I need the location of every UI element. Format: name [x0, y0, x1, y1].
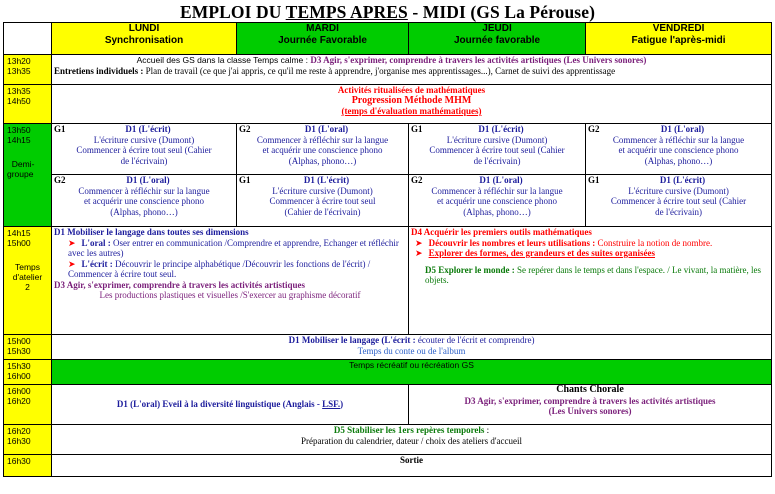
lesson-cell: G1 D1 (L'écrit) L'écriture cursive (Dumont) Commencer à écrire tout seul (Cahier de l'écrivain) — [586, 175, 772, 227]
row-eveil-chorale — [4, 385, 772, 425]
time-cell: 13h50 14h15 Demi- groupe — [4, 124, 52, 227]
row-math-rituals — [4, 85, 772, 124]
conte-cell: D1 Mobiliser le langage (L'écrit : écouter de l'écrit et comprendre) Temps du conte ou de l'album — [52, 335, 772, 360]
accueil-cell: Accueil des GS dans la classe Temps calme : D3 Agir, s'exprimer, comprendre à travers les activités artistiques (Les Univers sonores) Entretiens individuels : Plan de travail (ce que j'ai appris, ce qu'il me reste à apprendre, j'organise mes apprentissages...), Carnet de suivi des apprentissage — [52, 55, 772, 85]
day-header-row — [4, 23, 772, 55]
time-cell: 15h30 16h00 — [4, 360, 52, 385]
row-recreation — [4, 360, 772, 385]
time-cell: 16h30 — [4, 455, 52, 477]
time-cell: 14h15 15h00 Temps d'atelier 2 — [4, 227, 52, 335]
time-cell: 15h00 15h30 — [4, 335, 52, 360]
schedule-table — [3, 22, 772, 477]
page-title: EMPLOI DU TEMPS APRES - MIDI (GS La Pérouse) — [179, 2, 596, 22]
corner-cell — [4, 23, 52, 55]
day-header-jeudi: JEUDI Journée favorable — [409, 23, 586, 55]
lesson-cell: G1 D1 (L'écrit) L'écriture cursive (Dumont) Commencer à écrire tout seul (Cahier de l'écrivain) — [52, 124, 237, 175]
recreation-cell: Temps récréatif ou récréation GS — [52, 360, 772, 385]
time-cell: 16h20 16h30 — [4, 425, 52, 455]
day-header-vendredi: VENDREDI Fatigue l'après-midi — [586, 23, 772, 55]
lesson-cell: G2 D1 (L'oral) Commencer à réfléchir sur la langue et acquérir une conscience phono (Alphas, phono…) — [237, 124, 409, 175]
row-accueil — [4, 55, 772, 85]
atelier-language-cell: D1 Mobiliser le langage dans toutes ses dimensions ➤ L'oral : Oser entrer en communication /Comprendre et apprendre, Echanger et réfléchir avec les autres) ➤ L'écrit : Découvrir le principe alphabétique /Découvrir les fonctions de l'écrit) / Commencer à écrire tout seul. D3 Agir, s'exprimer, comprendre à travers les activités artistiques Les productions plastiques et visuelles /S'exercer au graphisme décoratif — [52, 227, 409, 335]
chorale-cell: Chants Chorale D3 Agir, s'exprimer, comprendre à travers les activités artistiques (Les Univers sonores) — [409, 385, 772, 425]
atelier-math-cell: D4 Acquérir les premiers outils mathématiques ➤ Découvrir les nombres et leurs utilisations : Construire la notion de nombre. ➤ Explorer des formes, des grandeurs et des suites organisées D5 Explorer le monde : Se repérer dans le temps et dans l'espace. / Le vivant, la matière, les objets. — [409, 227, 772, 335]
row-conte — [4, 335, 772, 360]
lesson-cell: G1 D1 (L'écrit) L'écriture cursive (Dumont) Commencer à écrire tout seul (Cahier de l'écrivain) — [237, 175, 409, 227]
reperes-cell: D5 Stabiliser les 1ers repères temporels : Préparation du calendrier, dateur / choix des ateliers d'accueil — [52, 425, 772, 455]
sortie-cell: Sortie — [52, 455, 772, 477]
row-ateliers — [4, 227, 772, 335]
math-rituals-cell: Activités ritualisées de mathématiques Progression Méthode MHM (temps d'évaluation mathématiques) — [52, 85, 772, 124]
time-cell: 13h20 13h35 — [4, 55, 52, 85]
row-demi-groupe-1 — [4, 124, 772, 175]
day-header-mardi: MARDI Journée Favorable — [237, 23, 409, 55]
row-demi-groupe-2 — [4, 175, 772, 227]
lesson-cell: G2 D1 (L'oral) Commencer à réfléchir sur la langue et acquérir une conscience phono (Alphas, phono…) — [586, 124, 772, 175]
lesson-cell: G1 D1 (L'écrit) L'écriture cursive (Dumont) Commencer à écrire tout seul (Cahier de l'écrivain) — [409, 124, 586, 175]
time-cell: 16h00 16h20 — [4, 385, 52, 425]
lesson-cell: G2 D1 (L'oral) Commencer à réfléchir sur la langue et acquérir une conscience phono (Alphas, phono…) — [52, 175, 237, 227]
lesson-cell: G2 D1 (L'oral) Commencer à réfléchir sur la langue et acquérir une conscience phono (Alphas, phono…) — [409, 175, 586, 227]
day-header-lundi: LUNDI Synchronisation — [52, 23, 237, 55]
row-sortie — [4, 455, 772, 477]
row-reperes-temporels — [4, 425, 772, 455]
eveil-linguistique-cell: D1 (L'oral) Eveil à la diversité linguistique (Anglais - LSF.) — [52, 385, 409, 425]
time-cell: 13h35 14h50 — [4, 85, 52, 124]
